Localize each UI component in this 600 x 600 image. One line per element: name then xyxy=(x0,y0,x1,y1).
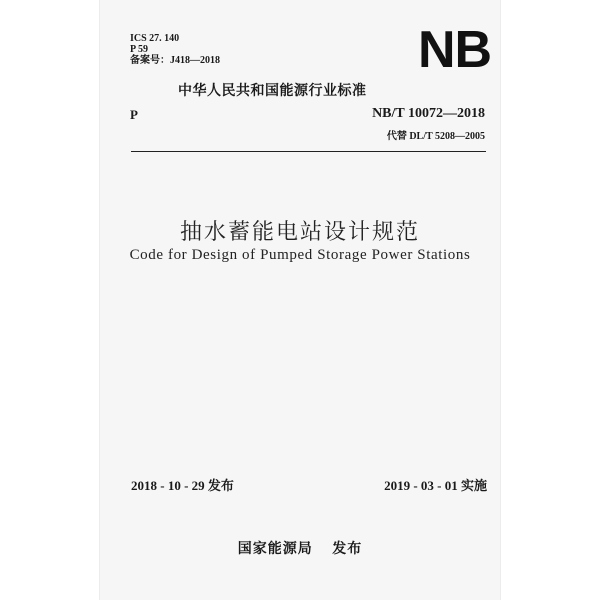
issue-date: 2018 - 10 - 29 发布 xyxy=(131,478,234,493)
ics-code: ICS 27. 140 xyxy=(130,33,180,44)
record-number: 备案号：J418—2018 xyxy=(130,55,220,66)
publisher: 国家能源局 发布 xyxy=(237,542,363,557)
title-chinese: 抽水蓄能电站设计规范 xyxy=(179,220,420,245)
standard-number: NB/T 10072—2018 xyxy=(372,106,485,121)
industry-standard-heading: 中华人民共和国能源行业标准 xyxy=(178,84,367,99)
header-divider xyxy=(131,151,486,152)
nb-logo: NB xyxy=(418,21,492,79)
implementation-date: 2019 - 03 - 01 实施 xyxy=(384,478,487,493)
cover-metadata xyxy=(130,33,220,66)
classification-code: P 59 xyxy=(130,44,149,55)
title-english: Code for Design of Pumped Storage Power Stations xyxy=(129,247,471,263)
class-letter: P xyxy=(130,107,138,122)
replaces-standard: 代替 DL/T 5208—2005 xyxy=(386,131,485,142)
